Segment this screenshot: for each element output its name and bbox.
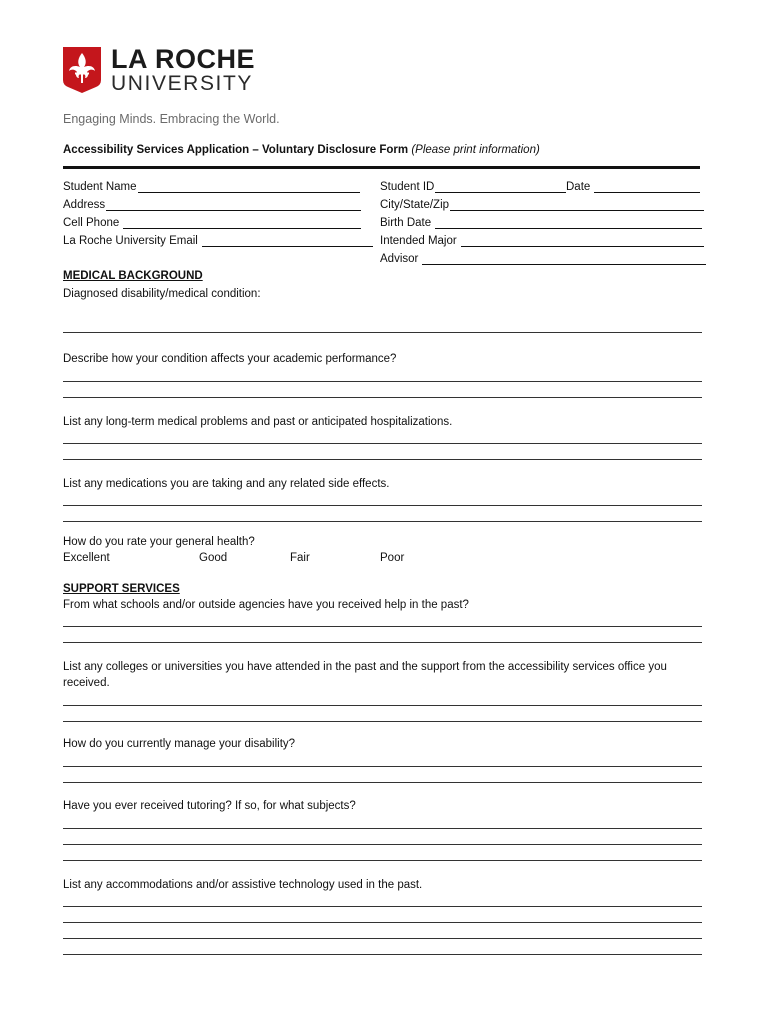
manage-answer-line-1[interactable] <box>63 766 702 767</box>
address-label: Address <box>63 199 106 211</box>
accommodations-answer-line-3[interactable] <box>63 938 702 939</box>
form-title-note: (Please print information) <box>411 144 540 156</box>
university-logo-icon <box>63 47 101 93</box>
address-field[interactable] <box>63 197 361 211</box>
form-title-text: Accessibility Services Application – Voluntary Disclosure Form <box>63 144 409 156</box>
logo-wordmark: LA ROCHE <box>111 44 255 74</box>
medical-background-heading: MEDICAL BACKGROUND <box>63 270 203 282</box>
academic-answer-line-1[interactable] <box>63 381 702 382</box>
cell-phone-line[interactable] <box>123 217 361 229</box>
tutoring-answer-line-1[interactable] <box>63 828 702 829</box>
intended-major-field[interactable] <box>380 233 704 247</box>
medications-question: List any medications you are taking and any related side effects. <box>63 478 390 490</box>
health-option-fair[interactable]: Fair <box>290 552 310 564</box>
long-term-question: List any long-term medical problems and past or anticipated hospitalizations. <box>63 416 453 428</box>
agencies-answer-line-1[interactable] <box>63 626 702 627</box>
agencies-answer-line-2[interactable] <box>63 642 702 643</box>
long-term-answer-line-2[interactable] <box>63 459 702 460</box>
address-line[interactable] <box>106 199 361 211</box>
health-option-good[interactable]: Good <box>199 552 228 564</box>
general-health-text: How do you rate your general health? <box>63 536 255 548</box>
accommodations-answer-line-4[interactable] <box>63 954 702 955</box>
manage-question: How do you currently manage your disability? <box>63 738 296 750</box>
date-label: Date <box>566 181 591 193</box>
student-id-label: Student ID <box>380 181 435 193</box>
accommodations-answer-line-2[interactable] <box>63 922 702 923</box>
academic-answer-line-2[interactable] <box>63 397 702 398</box>
colleges-question-line-1: List any colleges or universities you have attended in the past and the support from the accessibility services office you <box>63 661 667 673</box>
general-health-question <box>63 536 255 548</box>
cell-phone-field[interactable] <box>63 215 361 229</box>
birth-date-label: Birth Date <box>380 217 432 229</box>
student-name-line[interactable] <box>138 181 360 193</box>
title-divider <box>63 166 700 169</box>
student-id-field[interactable] <box>380 179 566 193</box>
colleges-question-line-2: received. <box>63 677 110 689</box>
city-state-zip-label: City/State/Zip <box>380 199 450 211</box>
city-state-zip-field[interactable] <box>380 197 704 211</box>
agencies-question: From what schools and/or outside agencies have you received help in the past? <box>63 599 469 611</box>
health-option-poor[interactable]: Poor <box>380 552 405 564</box>
colleges-answer-line-2[interactable] <box>63 721 702 722</box>
support-services-heading: SUPPORT SERVICES <box>63 583 180 595</box>
medications-answer-line-1[interactable] <box>63 505 702 506</box>
form-title <box>63 144 540 156</box>
colleges-answer-line-1[interactable] <box>63 705 702 706</box>
long-term-answer-line-1[interactable] <box>63 443 702 444</box>
student-name-label: Student Name <box>63 181 137 193</box>
intended-major-line[interactable] <box>461 235 704 247</box>
cell-phone-label: Cell Phone <box>63 217 120 229</box>
medications-answer-line-2[interactable] <box>63 521 702 522</box>
date-line[interactable] <box>594 181 700 193</box>
diagnosed-answer-line[interactable] <box>63 332 702 333</box>
email-field[interactable] <box>63 233 373 247</box>
health-option-excellent[interactable]: Excellent <box>63 552 110 564</box>
email-label: La Roche University Email <box>63 235 198 247</box>
student-name-field[interactable] <box>63 179 360 193</box>
academic-question: Describe how your condition affects your academic performance? <box>63 353 397 365</box>
birth-date-field[interactable] <box>380 215 702 229</box>
accommodations-question: List any accommodations and/or assistive technology used in the past. <box>63 879 423 891</box>
advisor-label: Advisor <box>380 253 419 265</box>
city-state-zip-line[interactable] <box>450 199 704 211</box>
tutoring-answer-line-3[interactable] <box>63 860 702 861</box>
date-field[interactable] <box>566 179 700 193</box>
diagnosed-question: Diagnosed disability/medical condition: <box>63 288 261 300</box>
advisor-line[interactable] <box>422 253 706 265</box>
birth-date-line[interactable] <box>435 217 702 229</box>
email-line[interactable] <box>202 235 373 247</box>
student-id-line[interactable] <box>435 181 566 193</box>
advisor-field[interactable] <box>380 251 706 265</box>
manage-answer-line-2[interactable] <box>63 782 702 783</box>
intended-major-label: Intended Major <box>380 235 457 247</box>
tagline: Engaging Minds. Embracing the World. <box>63 112 280 126</box>
tutoring-question: Have you ever received tutoring? If so, for what subjects? <box>63 800 356 812</box>
tutoring-answer-line-2[interactable] <box>63 844 702 845</box>
accommodations-answer-line-1[interactable] <box>63 906 702 907</box>
logo-subtitle: UNIVERSITY <box>111 72 254 95</box>
